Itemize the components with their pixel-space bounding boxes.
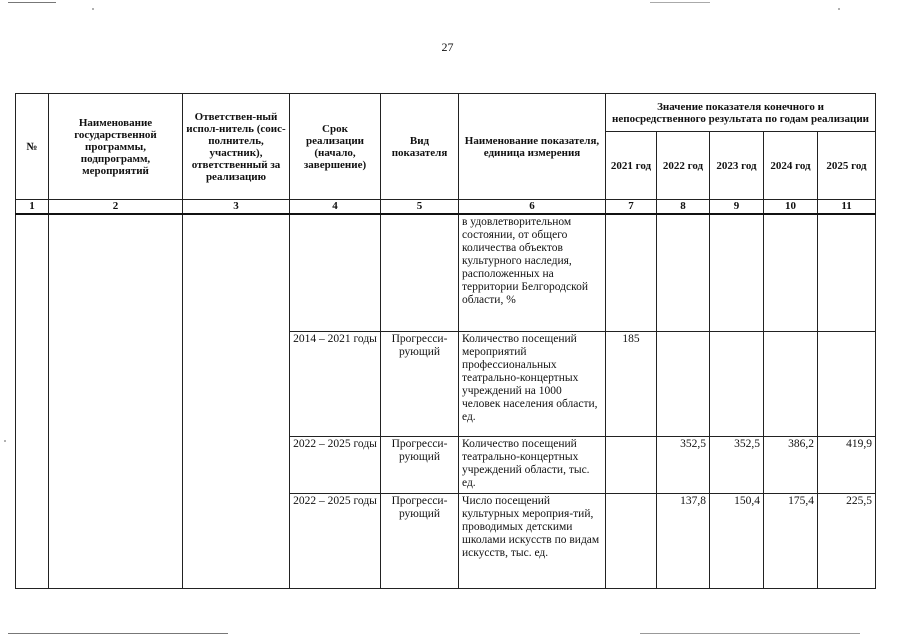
scan-speck [838,8,840,10]
scan-speck [4,440,6,442]
cell-program-name [49,214,183,588]
header-executor: Ответствен-ный испол-нитель (соис-полнитель, участник), ответственный за реализацию [183,94,290,200]
cell-value-2022 [657,331,710,436]
col-number-1: 1 [16,200,49,215]
scan-line-bottom-left [8,633,228,634]
header-year-2025: 2025 год [818,132,876,200]
cell-indicator-name: Количество посещений театрально-концертных учреждений области, тыс. ед. [459,436,606,493]
table-row [16,214,876,331]
col-number-5: 5 [381,200,459,215]
cell-number [16,214,49,588]
cell-value-2023: 352,5 [710,436,764,493]
cell-indicator-type: Прогресси-рующий [381,331,459,436]
header-number: № [16,94,49,200]
cell-value-2021 [606,493,657,588]
cell-value-2024 [764,331,818,436]
cell-indicator-type: Прогресси-рующий [381,493,459,588]
cell-value-2025: 225,5 [818,493,876,588]
cell-value-2021 [606,436,657,493]
cell-value-2022 [657,214,710,331]
cell-value-2024 [764,214,818,331]
cell-value-2025 [818,214,876,331]
col-number-6: 6 [459,200,606,215]
cell-period: 2014 – 2021 годы [290,331,381,436]
cell-value-2023: 150,4 [710,493,764,588]
cell-value-2023 [710,214,764,331]
header-values-group: Значение показателя конечного и непосредственного результата по годам реализации [606,94,876,132]
cell-value-2024: 175,4 [764,493,818,588]
col-number-3: 3 [183,200,290,215]
cell-period: 2022 – 2025 годы [290,436,381,493]
page-number: 27 [441,40,454,54]
cell-value-2025: 419,9 [818,436,876,493]
cell-value-2023 [710,331,764,436]
cell-value-2022: 352,5 [657,436,710,493]
col-number-2: 2 [49,200,183,215]
col-number-8: 8 [657,200,710,215]
scan-line-top-left [8,2,56,3]
cell-period: 2022 – 2025 годы [290,493,381,588]
cell-executor [183,214,290,588]
header-year-2022: 2022 год [657,132,710,200]
scan-speck [92,8,94,10]
cell-indicator-type: Прогресси-рующий [381,436,459,493]
header-period: Срок реализации (начало, завершение) [290,94,381,200]
indicators-table [15,93,876,589]
header-year-2024: 2024 год [764,132,818,200]
cell-indicator-name: Количество посещений мероприятий профессиональных театрально-концертных учреждений на 1000 человек населения области, ед. [459,331,606,436]
col-number-9: 9 [710,200,764,215]
header-program-name: Наименование государственной программы, подпрограмм, мероприятий [49,94,183,200]
cell-indicator-name: в удовлетворительном состоянии, от общего количества объектов культурного наследия, расположенных на территории Белгородской области, % [459,214,606,331]
col-number-11: 11 [818,200,876,215]
cell-value-2024: 386,2 [764,436,818,493]
scan-line-top-right [650,2,710,3]
cell-value-2025 [818,331,876,436]
cell-indicator-type [381,214,459,331]
scan-line-bottom-right [640,633,860,634]
col-number-10: 10 [764,200,818,215]
header-year-2021: 2021 год [606,132,657,200]
cell-indicator-name: Число посещений культурных мероприя-тий, проводимых детскими школами искусств по видам искусств, тыс. ед. [459,493,606,588]
cell-value-2021: 185 [606,331,657,436]
col-number-4: 4 [290,200,381,215]
cell-value-2022: 137,8 [657,493,710,588]
header-indicator-name: Наименование показателя, единица измерения [459,94,606,200]
cell-value-2021 [606,214,657,331]
header-year-2023: 2023 год [710,132,764,200]
header-indicator-type: Вид показателя [381,94,459,200]
col-number-7: 7 [606,200,657,215]
cell-period [290,214,381,331]
